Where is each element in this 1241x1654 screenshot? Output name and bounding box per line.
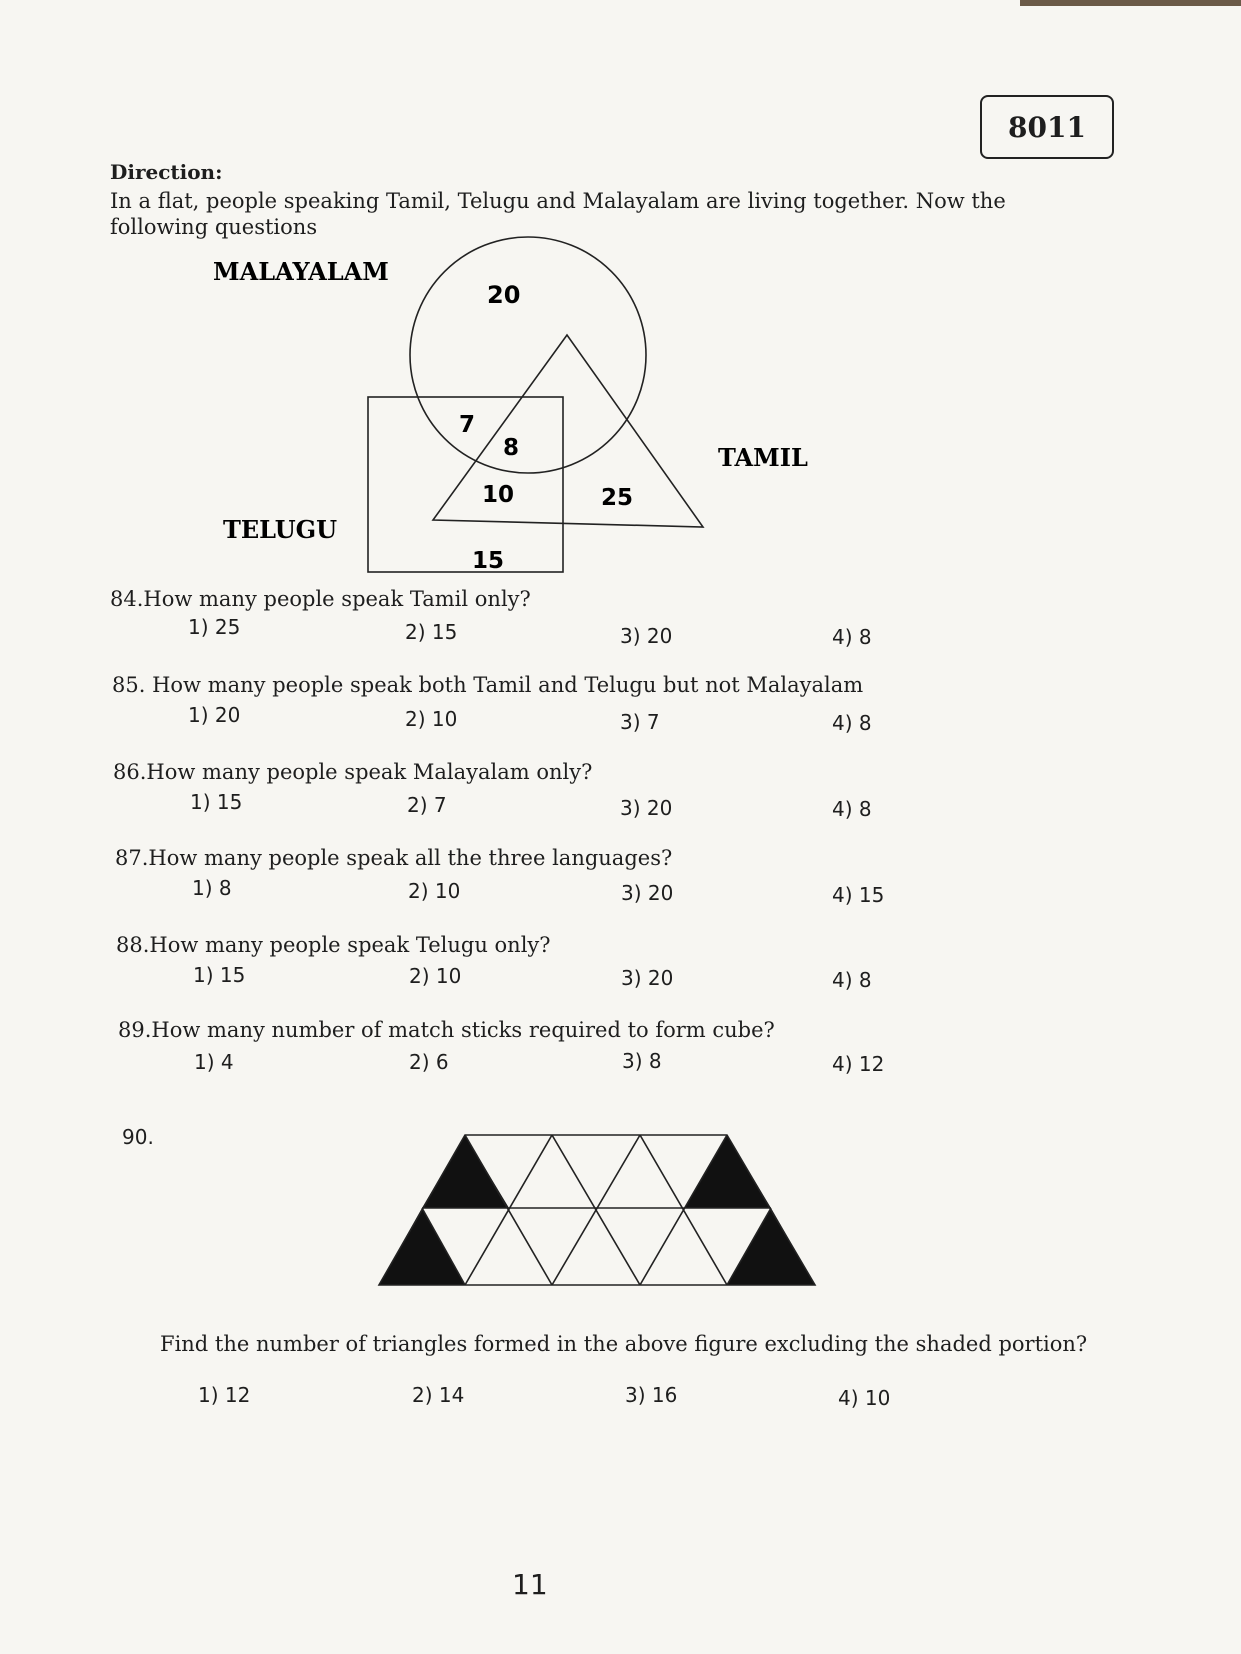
region-malayalam-telugu: 7: [459, 412, 476, 438]
question-text: 88.How many people speak Telugu only?: [116, 933, 551, 957]
paper-code-box: 8011: [980, 95, 1114, 159]
direction-heading: Direction:: [110, 160, 223, 184]
option-2[interactable]: 2) 15: [405, 620, 458, 644]
question-90-text: Find the number of triangles formed in the above figure excluding the shaded portion?: [160, 1332, 1088, 1356]
question-text: 84.How many people speak Tamil only?: [110, 587, 531, 611]
question-text: 85. How many people speak both Tamil and Telugu but not Malayalam: [112, 673, 864, 697]
label-malayalam: MALAYALAM: [213, 257, 389, 286]
option-1[interactable]: 1) 25: [188, 615, 241, 639]
region-tamil-only: 25: [601, 485, 634, 511]
question-90-option-3[interactable]: 3) 16: [625, 1383, 678, 1407]
trapezoid-triangles-figure: [375, 1130, 825, 1295]
shaded-triangle-top-right: [684, 1135, 771, 1208]
region-malayalam-only: 20: [487, 281, 521, 309]
option-2[interactable]: 2) 6: [409, 1050, 449, 1074]
option-4[interactable]: 4) 8: [832, 968, 872, 992]
option-2[interactable]: 2) 10: [405, 707, 458, 731]
option-2[interactable]: 2) 10: [408, 879, 461, 903]
option-3[interactable]: 3) 8: [622, 1049, 662, 1073]
option-4[interactable]: 4) 15: [832, 883, 885, 907]
option-4[interactable]: 4) 8: [832, 797, 872, 821]
option-4[interactable]: 4) 8: [832, 711, 872, 735]
question-90-number: 90.: [122, 1125, 154, 1149]
question-90-option-2[interactable]: 2) 14: [412, 1383, 465, 1407]
option-3[interactable]: 3) 20: [621, 881, 674, 905]
question-text: 86.How many people speak Malayalam only?: [113, 760, 593, 784]
shaded-triangle-bottom-right: [727, 1208, 815, 1285]
option-3[interactable]: 3) 20: [621, 966, 674, 990]
question-90-option-1[interactable]: 1) 12: [198, 1383, 251, 1407]
option-1[interactable]: 1) 4: [194, 1050, 234, 1074]
option-1[interactable]: 1) 20: [188, 703, 241, 727]
option-2[interactable]: 2) 10: [409, 964, 462, 988]
question-90-option-4[interactable]: 4) 10: [838, 1386, 891, 1410]
option-1[interactable]: 1) 8: [192, 876, 232, 900]
option-2[interactable]: 2) 7: [407, 793, 447, 817]
region-telugu-only: 15: [472, 548, 505, 574]
label-telugu: TELUGU: [223, 515, 338, 544]
shaded-triangle-top-left: [422, 1135, 509, 1208]
direction-text: In a flat, people speaking Tamil, Telugu and Malayalam are living together. Now the following questions: [110, 189, 1006, 239]
label-tamil: TAMIL: [718, 443, 808, 472]
option-4[interactable]: 4) 12: [832, 1052, 885, 1076]
option-4[interactable]: 4) 8: [832, 625, 872, 649]
shaded-triangle-bottom-left: [379, 1208, 465, 1285]
option-3[interactable]: 3) 20: [620, 624, 673, 648]
option-3[interactable]: 3) 7: [620, 710, 660, 734]
question-text: 87.How many people speak all the three languages?: [115, 846, 673, 870]
region-tamil-telugu: 10: [482, 482, 515, 508]
region-all-three: 8: [503, 435, 520, 461]
option-1[interactable]: 1) 15: [193, 963, 246, 987]
page-number: 11: [512, 1568, 548, 1601]
question-text: 89.How many number of match sticks required to form cube?: [118, 1018, 775, 1042]
malayalam-circle: [410, 237, 646, 473]
venn-diagram: [200, 235, 840, 580]
option-1[interactable]: 1) 15: [190, 790, 243, 814]
page-edge-shadow: [1020, 0, 1241, 6]
option-3[interactable]: 3) 20: [620, 796, 673, 820]
